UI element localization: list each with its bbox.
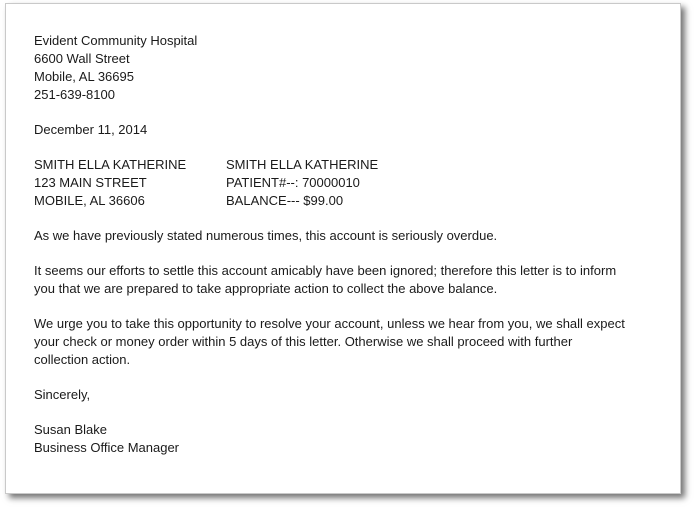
- address-account-block: [34, 156, 674, 210]
- paragraph-urge-line: We urge you to take this opportunity to resolve your account, unless we hear from you, we shall expect: [34, 316, 625, 331]
- spacer: [34, 104, 674, 121]
- sender-name: Evident Community Hospital: [34, 33, 198, 48]
- spacer: [34, 210, 674, 227]
- account-block: [226, 156, 378, 210]
- recipient-block: [34, 156, 226, 210]
- signature-block: [34, 421, 674, 457]
- paragraph-action-line: you that we are prepared to take appropriate action to collect the above balance.: [34, 281, 498, 296]
- paragraph-urge: [34, 315, 674, 369]
- paragraph-urge-line: your check or money order within 5 days of this letter. Otherwise we shall proceed with further: [34, 334, 573, 349]
- spacer: [34, 245, 674, 262]
- spacer: [34, 369, 674, 386]
- closing: Sincerely,: [34, 387, 91, 402]
- letter-date: December 11, 2014: [34, 122, 148, 137]
- sender-street: 6600 Wall Street: [34, 51, 130, 66]
- account-name: SMITH ELLA KATHERINE: [226, 157, 379, 172]
- signature-name: Susan Blake: [34, 422, 107, 437]
- sender-phone: 251-639-8100: [34, 87, 115, 102]
- sender-city-state-zip: Mobile, AL 36695: [34, 69, 134, 84]
- patient-number: PATIENT#--: 70000010: [226, 175, 360, 190]
- balance-due: BALANCE--- $99.00: [226, 193, 344, 208]
- paragraph-overdue: As we have previously stated numerous times, this account is seriously overdue.: [34, 228, 498, 243]
- letter-page: [5, 3, 681, 494]
- paragraph-urge-line: collection action.: [34, 352, 131, 367]
- signature-title: Business Office Manager: [34, 440, 179, 455]
- paragraph-action: [34, 262, 674, 298]
- spacer: [34, 139, 674, 156]
- paragraph-action-line: It seems our efforts to settle this account amicably have been ignored; therefore this letter is to inform: [34, 263, 617, 278]
- spacer: [34, 298, 674, 315]
- recipient-name: SMITH ELLA KATHERINE: [34, 157, 187, 172]
- letter-content: [34, 32, 674, 457]
- recipient-city-state-zip: MOBILE, AL 36606: [34, 193, 145, 208]
- sender-block: [34, 32, 674, 104]
- spacer: [34, 404, 674, 421]
- recipient-street: 123 MAIN STREET: [34, 175, 147, 190]
